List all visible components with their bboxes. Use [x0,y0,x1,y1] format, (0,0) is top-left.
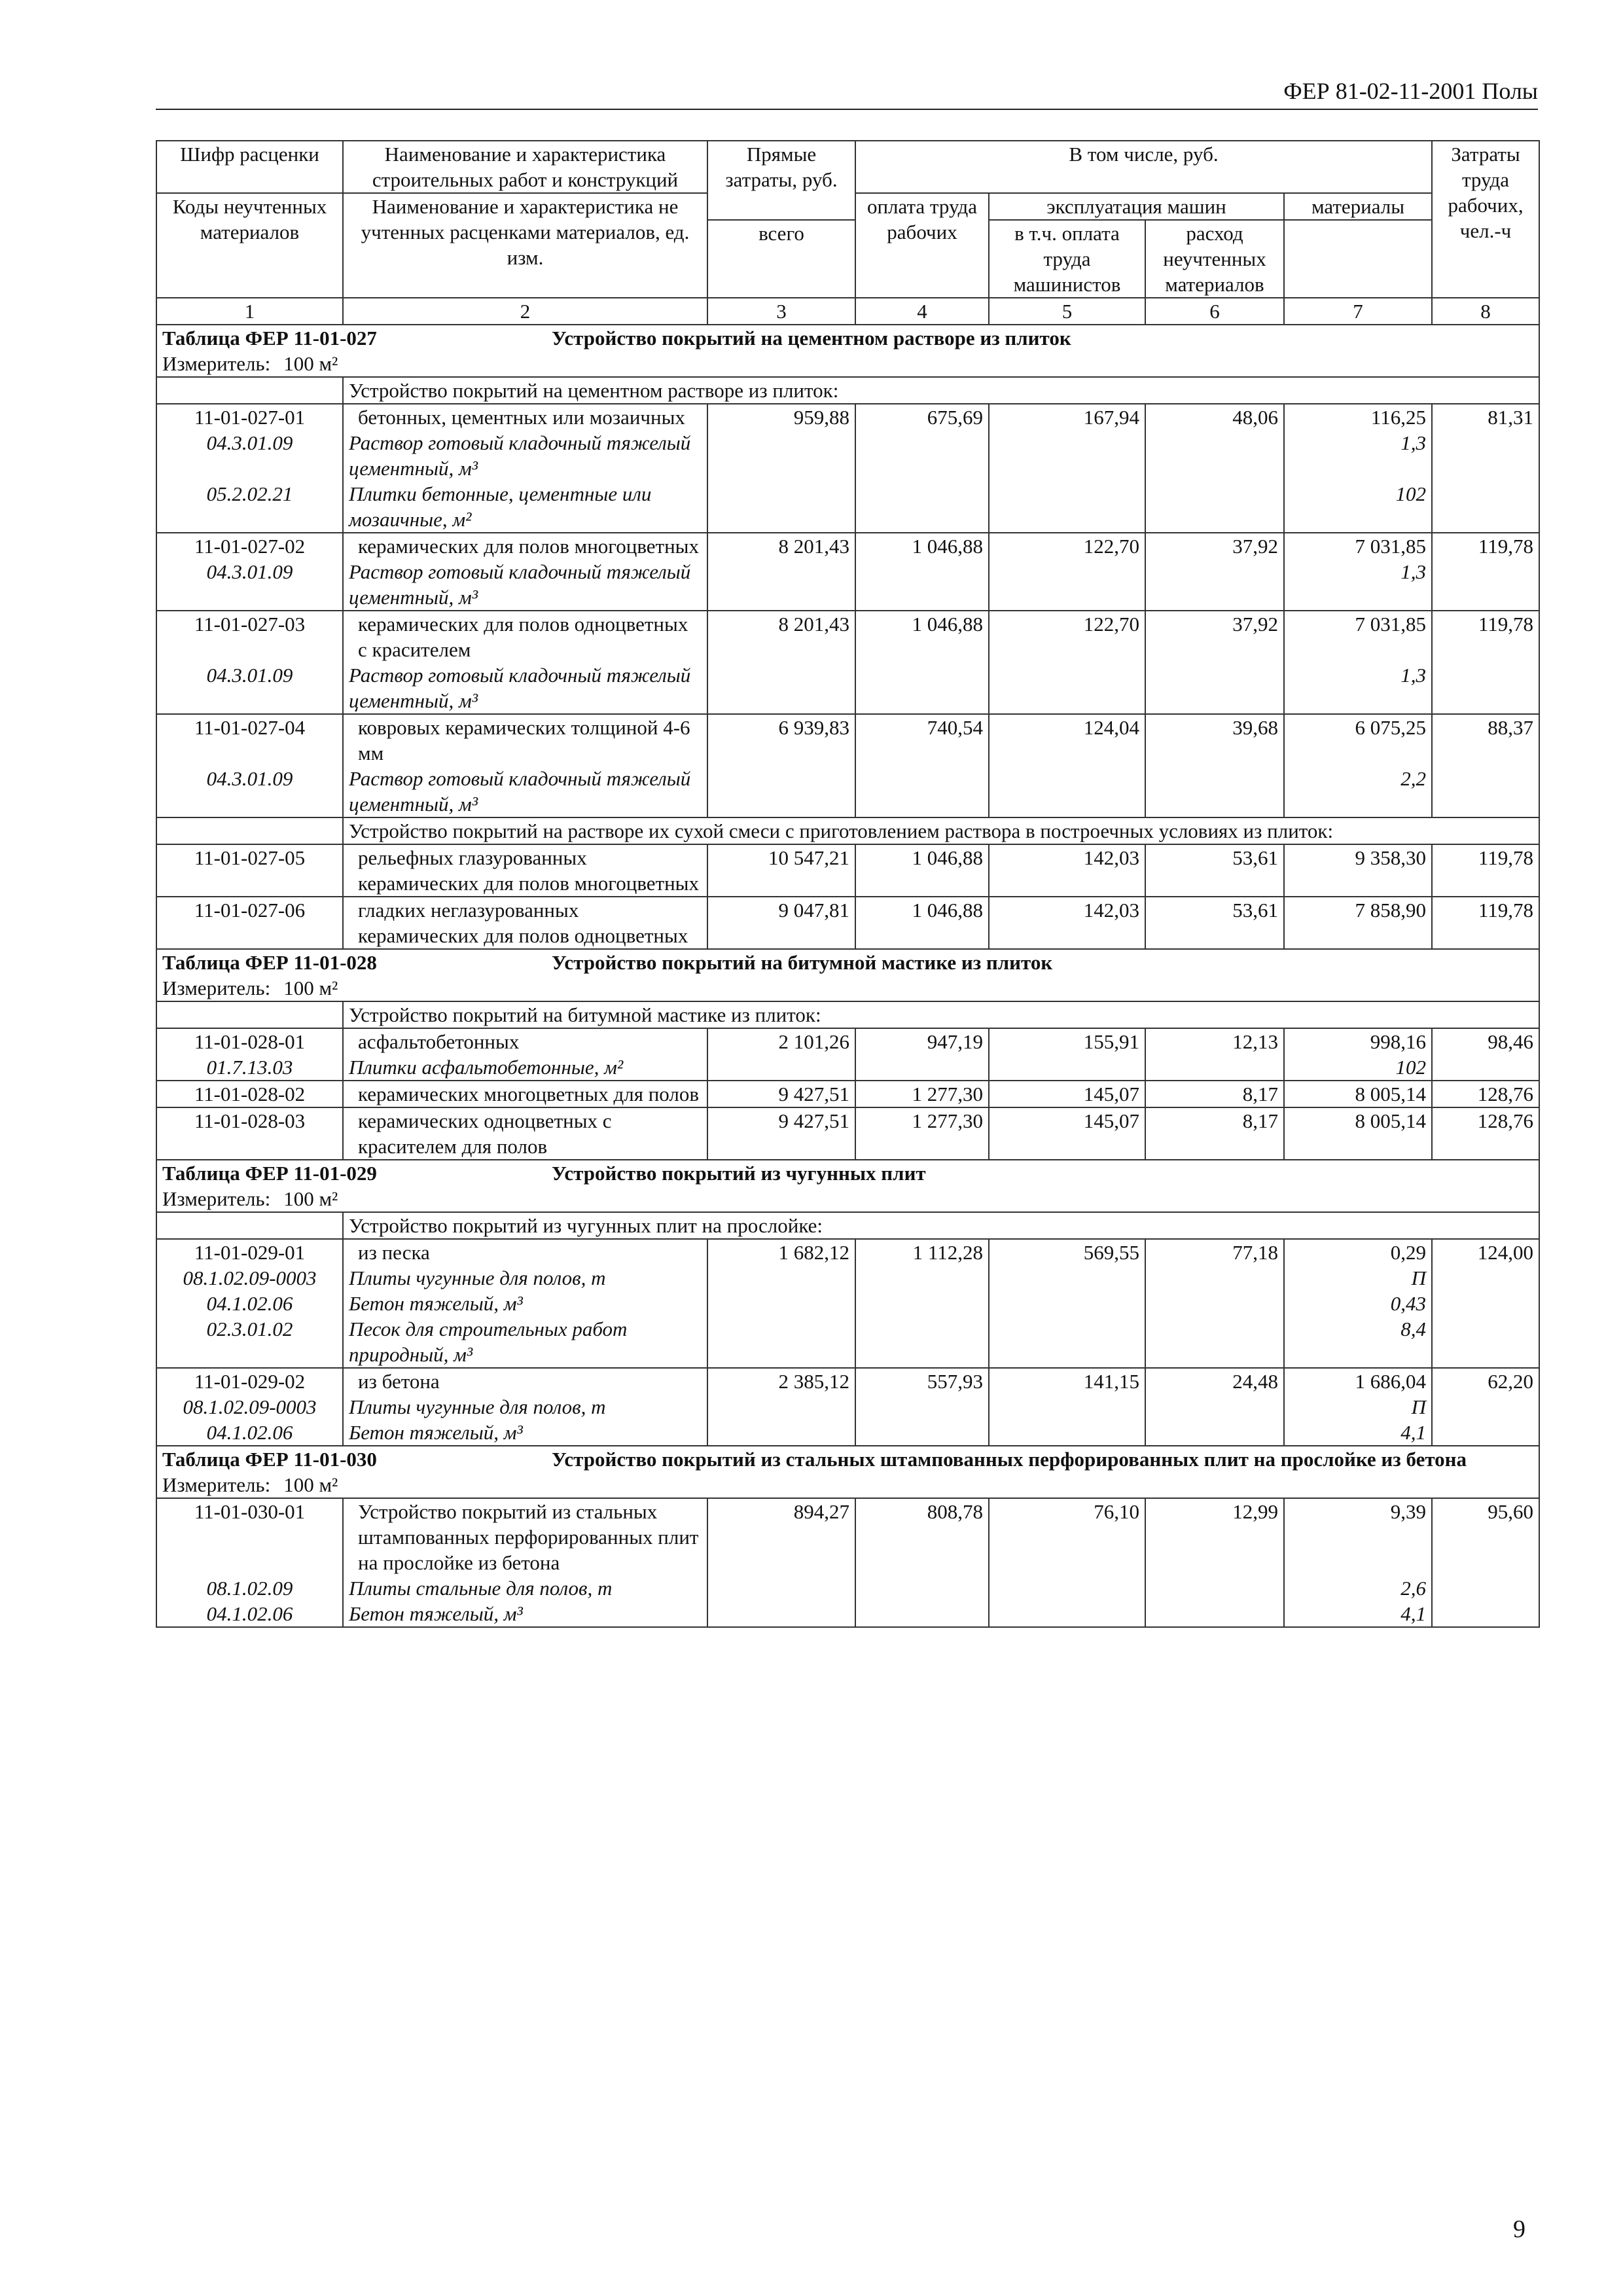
price-table [156,140,1540,1628]
material-code: 05.2.02.21 [156,481,343,533]
group-empty-cell [156,1001,343,1028]
table-id: Таблица ФЕР 11-01-029 [162,1162,377,1185]
rate-name: бетонных, цементных или мозаичных [343,404,707,430]
material-code: 08.1.02.09-0003 [156,1394,343,1420]
machines-total: 142,03 [989,897,1145,949]
rate-name: рельефных глазурованных керамических для полов многоцветных [343,844,707,897]
table-title-row [156,949,1539,975]
material-code: 08.1.02.09-0003 [156,1265,343,1291]
labor-hours: 119,78 [1432,611,1539,714]
material-code: 02.3.01.02 [156,1316,343,1368]
material-name: Плиты чугунные для полов, т [343,1265,707,1291]
machinist-labor: 39,68 [1145,714,1284,817]
table-title-cell [156,1160,1539,1186]
measure-value: 100 м² [283,1187,338,1210]
table-row [156,714,1539,766]
table-title: Устройство покрытий на цементном растворе из плиток [552,327,1071,350]
material-name: Плиты чугунные для полов, т [343,1394,707,1420]
measure-cell [156,351,1539,377]
table-id: Таблица ФЕР 11-01-027 [162,327,377,350]
machines-total: 76,10 [989,1498,1145,1627]
measure-label: Измеритель: [162,1473,271,1496]
rate-name: асфальтобетонных [343,1028,707,1054]
material-qty: 1,3 [1284,559,1432,611]
material-qty: П [1284,1265,1432,1291]
material-code: 04.3.01.09 [156,662,343,714]
machinist-labor: 53,61 [1145,844,1284,897]
direct-costs: 959,88 [707,404,855,533]
labor-cost: 1 046,88 [855,897,989,949]
rate-code: 11-01-028-03 [156,1107,343,1160]
machinist-labor: 24,48 [1145,1368,1284,1446]
material-qty: 1,3 [1284,430,1432,481]
table-title-cell [156,1446,1539,1472]
group-empty-cell [156,377,343,404]
rate-name: керамических для полов многоцветных [343,533,707,559]
rate-code: 11-01-027-03 [156,611,343,662]
materials-cost: 0,29 [1284,1239,1432,1265]
labor-hours: 95,60 [1432,1498,1539,1627]
material-qty: 8,4 [1284,1316,1432,1368]
materials-cost: 8 005,14 [1284,1081,1432,1107]
header-row-1 [156,141,1539,193]
material-name: Песок для строительных работ природный, м³ [343,1316,707,1368]
labor-hours: 88,37 [1432,714,1539,817]
document-header [156,73,1538,110]
labor-cost: 947,19 [855,1028,989,1081]
table-row [156,897,1539,949]
machinist-labor: 8,17 [1145,1107,1284,1160]
table-title: Устройство покрытий из чугунных плит [552,1162,926,1185]
table-id: Таблица ФЕР 11-01-028 [162,951,377,974]
page-number: 9 [1513,2215,1525,2243]
col-header-machinist-labor: в т.ч. оплата труда машинистов [989,220,1145,298]
material-code: 04.1.02.06 [156,1420,343,1446]
material-qty: 1,3 [1284,662,1432,714]
labor-cost: 1 046,88 [855,611,989,714]
col-header-including: В том числе, руб. [855,141,1432,193]
labor-hours: 128,76 [1432,1107,1539,1160]
col-header-materials: материалы [1284,193,1432,220]
measure-label: Измеритель: [162,352,271,375]
group-row [156,1001,1539,1028]
col-number: 1 [156,298,343,325]
materials-cost: 7 031,85 [1284,533,1432,559]
machinist-labor: 77,18 [1145,1239,1284,1368]
table-title-row [156,1446,1539,1472]
rate-name: ковровых керамических толщиной 4-6 мм [343,714,707,766]
rate-code: 11-01-027-01 [156,404,343,430]
col-header-code: Шифр расценки [156,141,343,193]
group-empty-cell [156,1212,343,1239]
machines-total: 122,70 [989,533,1145,611]
column-number-row [156,298,1539,325]
direct-costs: 9 427,51 [707,1107,855,1160]
direct-costs: 9 047,81 [707,897,855,949]
materials-cost: 7 031,85 [1284,611,1432,662]
material-name: Бетон тяжелый, м³ [343,1291,707,1316]
direct-costs: 894,27 [707,1498,855,1627]
rate-code: 11-01-027-02 [156,533,343,559]
material-name: Раствор готовый кладочный тяжелый цементный, м³ [343,430,707,481]
material-name: Плитки асфальтобетонные, м² [343,1054,707,1081]
direct-costs: 2 385,12 [707,1368,855,1446]
measure-label: Измеритель: [162,977,271,999]
table-row [156,1368,1539,1394]
material-name: Бетон тяжелый, м³ [343,1420,707,1446]
labor-cost: 1 277,30 [855,1081,989,1107]
direct-costs: 8 201,43 [707,611,855,714]
machines-total: 122,70 [989,611,1145,714]
labor-cost: 740,54 [855,714,989,817]
table-row [156,1107,1539,1160]
measure-cell [156,975,1539,1001]
col-number: 3 [707,298,855,325]
material-name: Раствор готовый кладочный тяжелый цементный, м³ [343,766,707,817]
material-code: 04.3.01.09 [156,766,343,817]
col-header-material-names: Наименование и характеристика не учтенных расценками материалов, ед. изм. [343,193,707,298]
material-code: 04.3.01.09 [156,559,343,611]
machinist-labor: 12,99 [1145,1498,1284,1627]
rate-name: Устройство покрытий из стальных штампованных перфорированных плит на прослойке из бетона [343,1498,707,1575]
col-header-machines: эксплуатация машин [989,193,1284,220]
material-qty: 2,2 [1284,766,1432,817]
materials-cost: 1 686,04 [1284,1368,1432,1394]
measure-cell [156,1186,1539,1212]
group-label: Устройство покрытий из чугунных плит на прослойке: [343,1212,1539,1239]
labor-cost: 808,78 [855,1498,989,1627]
material-code: 08.1.02.09 [156,1575,343,1601]
labor-cost: 1 046,88 [855,533,989,611]
machines-total: 145,07 [989,1107,1145,1160]
machinist-labor: 37,92 [1145,533,1284,611]
direct-costs: 9 427,51 [707,1081,855,1107]
col-number: 2 [343,298,707,325]
col-number: 8 [1432,298,1539,325]
labor-hours: 119,78 [1432,844,1539,897]
rate-name: керамических одноцветных с красителем для полов [343,1107,707,1160]
labor-hours: 81,31 [1432,404,1539,533]
material-name: Бетон тяжелый, м³ [343,1601,707,1627]
group-row [156,377,1539,404]
materials-cost: 8 005,14 [1284,1107,1432,1160]
group-empty-cell [156,817,343,844]
rate-name: керамических многоцветных для полов [343,1081,707,1107]
group-label: Устройство покрытий на битумной мастике из плиток: [343,1001,1539,1028]
machines-total: 141,15 [989,1368,1145,1446]
measure-value: 100 м² [283,977,338,999]
material-qty: 4,1 [1284,1420,1432,1446]
labor-cost: 675,69 [855,404,989,533]
machines-total: 142,03 [989,844,1145,897]
table-row [156,844,1539,897]
materials-cost: 9,39 [1284,1498,1432,1575]
machinist-labor: 12,13 [1145,1028,1284,1081]
measure-row [156,975,1539,1001]
material-qty: 102 [1284,1054,1432,1081]
machinist-labor: 37,92 [1145,611,1284,714]
table-row [156,1028,1539,1054]
table-row [156,404,1539,430]
materials-cost: 6 075,25 [1284,714,1432,766]
col-number: 6 [1145,298,1284,325]
material-name: Плиты стальные для полов, т [343,1575,707,1601]
materials-cost: 998,16 [1284,1028,1432,1054]
material-code: 04.3.01.09 [156,430,343,481]
table-title-row [156,325,1539,351]
material-code: 04.1.02.06 [156,1291,343,1316]
machines-total: 167,94 [989,404,1145,533]
rate-name: керамических для полов одноцветных с красителем [343,611,707,662]
machines-total: 145,07 [989,1081,1145,1107]
rate-code: 11-01-027-06 [156,897,343,949]
material-name: Раствор готовый кладочный тяжелый цементный, м³ [343,559,707,611]
table-title-row [156,1160,1539,1186]
col-header-unaccounted-materials: расход неучтенных материалов [1145,220,1284,298]
col-number: 4 [855,298,989,325]
table-title: Устройство покрытий на битумной мастике из плиток [552,951,1053,974]
rate-code: 11-01-027-04 [156,714,343,766]
group-label: Устройство покрытий на цементном растворе из плиток: [343,377,1539,404]
col-number: 7 [1284,298,1432,325]
group-label: Устройство покрытий на растворе их сухой смеси с приготовлением раствора в построечных условиях из плиток: [343,817,1539,844]
document-title: ФЕР 81-02-11-2001 Полы [1283,78,1538,104]
table-row [156,1239,1539,1265]
machines-total: 155,91 [989,1028,1145,1081]
table-title: Устройство покрытий из стальных штампованных перфорированных плит на прослойке из бетона [552,1448,1467,1471]
rate-code: 11-01-028-01 [156,1028,343,1054]
labor-cost: 557,93 [855,1368,989,1446]
labor-cost: 1 277,30 [855,1107,989,1160]
material-qty: 102 [1284,481,1432,533]
rate-code: 11-01-027-05 [156,844,343,897]
material-qty: 4,1 [1284,1601,1432,1627]
machinist-labor: 48,06 [1145,404,1284,533]
col-header-direct: Прямые затраты, руб. [707,141,855,220]
group-row [156,817,1539,844]
labor-cost: 1 046,88 [855,844,989,897]
labor-hours: 128,76 [1432,1081,1539,1107]
material-code: 01.7.13.03 [156,1054,343,1081]
measure-cell [156,1472,1539,1498]
materials-cost: 116,25 [1284,404,1432,430]
col-header-machines-total: всего [707,220,855,298]
labor-hours: 119,78 [1432,897,1539,949]
table-title-cell [156,325,1539,351]
labor-hours: 98,46 [1432,1028,1539,1081]
table-title-cell [156,949,1539,975]
material-name: Плитки бетонные, цементные или мозаичные, м² [343,481,707,533]
measure-row [156,1186,1539,1212]
labor-hours: 62,20 [1432,1368,1539,1446]
machines-total: 124,04 [989,714,1145,817]
machinist-labor: 53,61 [1145,897,1284,949]
direct-costs: 6 939,83 [707,714,855,817]
table-id: Таблица ФЕР 11-01-030 [162,1448,377,1471]
table-row [156,1081,1539,1107]
col-header-labor: оплата труда рабочих [855,193,989,298]
col-header-name: Наименование и характеристика строительных работ и конструкций [343,141,707,193]
col-number: 5 [989,298,1145,325]
direct-costs: 10 547,21 [707,844,855,897]
direct-costs: 2 101,26 [707,1028,855,1081]
direct-costs: 8 201,43 [707,533,855,611]
material-qty: П [1284,1394,1432,1420]
measure-value: 100 м² [283,352,338,375]
material-name: Раствор готовый кладочный тяжелый цементный, м³ [343,662,707,714]
measure-label: Измеритель: [162,1187,271,1210]
table-row [156,1498,1539,1575]
measure-row [156,351,1539,377]
rate-name: из песка [343,1239,707,1265]
rate-code: 11-01-029-01 [156,1239,343,1265]
table-row [156,533,1539,559]
labor-hours: 119,78 [1432,533,1539,611]
col-header-hours: Затраты труда рабочих, чел.-ч [1432,141,1539,298]
rate-code: 11-01-028-02 [156,1081,343,1107]
materials-cost: 7 858,90 [1284,897,1432,949]
machinist-labor: 8,17 [1145,1081,1284,1107]
direct-costs: 1 682,12 [707,1239,855,1368]
group-row [156,1212,1539,1239]
rate-code: 11-01-029-02 [156,1368,343,1394]
rate-name: из бетона [343,1368,707,1394]
col-header-material-codes: Коды неучтенных материалов [156,193,343,298]
rate-name: гладких неглазурованных керамических для полов одноцветных [343,897,707,949]
material-qty: 2,6 [1284,1575,1432,1601]
labor-hours: 124,00 [1432,1239,1539,1368]
table-row [156,611,1539,662]
materials-cost: 9 358,30 [1284,844,1432,897]
rate-code: 11-01-030-01 [156,1498,343,1575]
measure-row [156,1472,1539,1498]
measure-value: 100 м² [283,1473,338,1496]
labor-cost: 1 112,28 [855,1239,989,1368]
material-code: 04.1.02.06 [156,1601,343,1627]
table-body [156,141,1539,1627]
machines-total: 569,55 [989,1239,1145,1368]
material-qty: 0,43 [1284,1291,1432,1316]
